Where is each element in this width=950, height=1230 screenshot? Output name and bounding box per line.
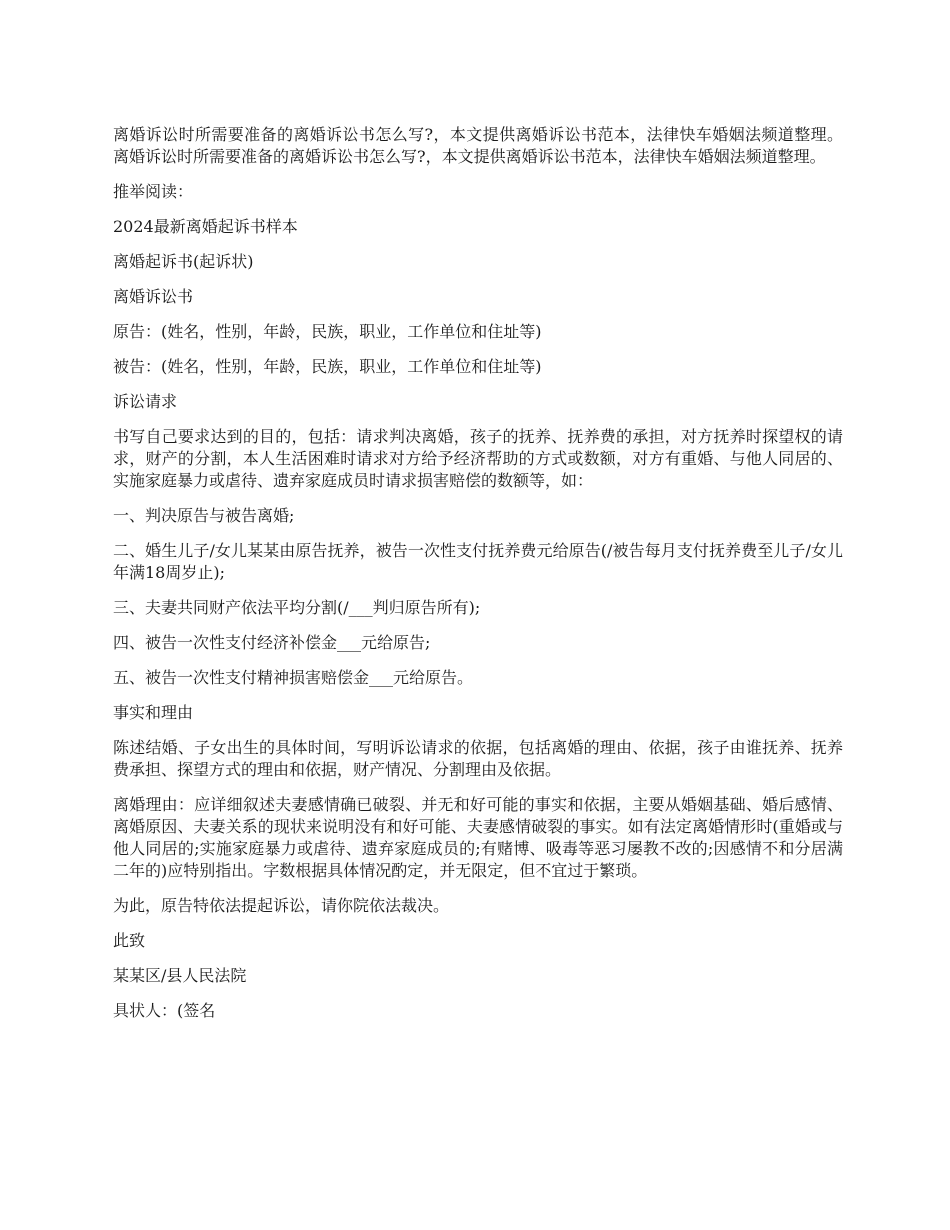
- claim-item-5: 五、被告一次性支付精神损害赔偿金___元给原告。: [113, 668, 474, 687]
- doc-subtitle: 离婚起诉书(起诉状): [113, 252, 254, 271]
- claims-description: 书写自己要求达到的目的，包括：请求判决离婚，孩子的抚养、抚养费的承担，对方抚养时探望权的请求，财产的分割，本人生活困难时请求对方给予经济帮助的方式或数额，对方有重婚、与他人同居的、实施家庭暴力或虐待、遗弃家庭成员时请求损害赔偿的数额等，如：: [113, 427, 843, 490]
- court-name: 某某区/县人民法院: [113, 966, 247, 985]
- conclusion-line: 为此，原告特依法提起诉讼，请你院依法裁决。: [113, 896, 450, 915]
- claim-item-2: 二、婚生儿子/女儿某某由原告抚养，被告一次性支付抚养费元给原告(/被告每月支付抚养费至儿子/女儿年满18周岁止);: [113, 541, 843, 582]
- recommended-reading-title: 2024最新离婚起诉书样本: [113, 217, 298, 236]
- facts-heading: 事实和理由: [113, 703, 194, 722]
- salutation: 此致: [113, 931, 146, 950]
- claim-item-3: 三、夫妻共同财产依法平均分割(/___判归原告所有);: [113, 598, 481, 617]
- recommended-reading-label: 推举阅读：: [113, 182, 194, 201]
- divorce-reasons: 离婚理由：应详细叙述夫妻感情确已破裂、并无和好可能的事实和依据，主要从婚姻基础、婚后感情、离婚原因、夫妻关系的现状来说明没有和好可能、夫妻感情破裂的事实。如有法定离婚情形时(重婚或与他人同居的;实施家庭暴力或虐待、遗弃家庭成员的;有赌博、吸毒等恶习屡教不改的;因感情不和分居满二年的)应特别指出。字数根据具体情况酌定，并无限定，但不宜过于繁琐。: [113, 795, 843, 880]
- facts-description: 陈述结婚、子女出生的具体时间，写明诉讼请求的依据，包括离婚的理由、依据，孩子由谁抚养、抚养费承担、探望方式的理由和依据，财产情况、分割理由及依据。: [113, 738, 843, 779]
- claim-item-4: 四、被告一次性支付经济补偿金___元给原告;: [113, 633, 431, 652]
- intro-paragraph: 离婚诉讼时所需要准备的离婚诉讼书怎么写?，本文提供离婚诉讼书范本，法律快车婚姻法频道整理。 离婚诉讼时所需要准备的离婚诉讼书怎么写?，本文提供离婚诉讼书范本，法律快车婚姻法频道整理。: [113, 125, 843, 166]
- claims-heading: 诉讼请求: [113, 392, 178, 411]
- defendant-line: 被告：(姓名，性别，年龄，民族，职业，工作单位和住址等): [113, 357, 542, 376]
- document-body: [113, 124, 843, 1035]
- doc-title: 离婚诉讼书: [113, 287, 194, 306]
- plaintiff-line: 原告：(姓名，性别，年龄，民族，职业，工作单位和住址等): [113, 322, 542, 341]
- signature-line: 具状人：(签名: [113, 1001, 216, 1020]
- claim-item-1: 一、判决原告与被告离婚;: [113, 506, 295, 525]
